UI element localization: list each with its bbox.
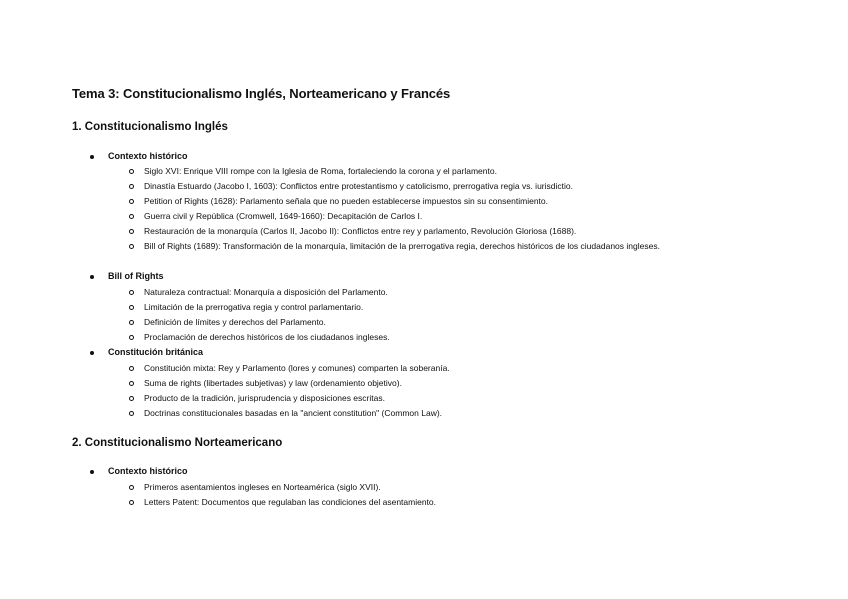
circle-bullet-icon: [129, 396, 134, 401]
list-item: Limitación de la prerrogativa regia y control parlamentario.: [144, 302, 364, 312]
circle-bullet-icon: [129, 229, 134, 234]
circle-bullet-icon: [129, 411, 134, 416]
circle-bullet-icon: [129, 500, 134, 505]
list-item: Letters Patent: Documentos que regulaban las condiciones del asentamiento.: [144, 497, 437, 507]
circle-bullet-icon: [129, 485, 134, 490]
list-item: Proclamación de derechos históricos de los ciudadanos ingleses.: [144, 332, 390, 342]
circle-bullet-icon: [129, 214, 134, 219]
list-item: Primeros asentamientos ingleses en Norteamérica (siglo XVII).: [144, 482, 381, 492]
list-item: Siglo XVI: Enrique VIII rompe con la Iglesia de Roma, fortaleciendo la corona y el parlamento.: [144, 166, 497, 176]
circle-bullet-icon: [129, 335, 134, 340]
circle-bullet-icon: [129, 366, 134, 371]
bullet-icon: [90, 351, 94, 355]
circle-bullet-icon: [129, 305, 134, 310]
circle-bullet-icon: [129, 290, 134, 295]
circle-bullet-icon: [129, 184, 134, 189]
list-item: Bill of Rights (1689): Transformación de la monarquía, limitación de la prerrogativa regia, derechos históricos de los ciudadanos ingleses.: [144, 241, 660, 251]
circle-bullet-icon: [129, 199, 134, 204]
list-item: Guerra civil y República (Cromwell, 1649-1660): Decapitación de Carlos I.: [144, 211, 423, 221]
list-item-label: Contexto histórico: [108, 151, 188, 161]
circle-bullet-icon: [129, 244, 134, 249]
list-item: Dinastía Estuardo (Jacobo I, 1603): Conflictos entre protestantismo y catolicismo, prerrogativa regia vs. iurisdictio.: [144, 181, 573, 191]
list-item: Naturaleza contractual: Monarquía a disposición del Parlamento.: [144, 287, 388, 297]
circle-bullet-icon: [129, 320, 134, 325]
list-item: Constitución mixta: Rey y Parlamento (lores y comunes) comparten la soberanía.: [144, 363, 450, 373]
list-item: Petition of Rights (1628): Parlamento señala que no pueden establecerse impuestos sin su consentimiento.: [144, 196, 548, 206]
list-item: Restauración de la monarquía (Carlos II, Jacobo II): Conflictos entre rey y parlamento, Revolución Gloriosa (1688).: [144, 226, 577, 236]
list-item: Doctrinas constitucionales basadas en la "ancient constitution" (Common Law).: [144, 408, 443, 418]
list-item: Producto de la tradición, jurisprudencia y disposiciones escritas.: [144, 393, 385, 403]
document-title: Tema 3: Constitucionalismo Inglés, Norteamericano y Francés: [72, 86, 451, 101]
bullet-icon: [90, 275, 94, 279]
bullet-icon: [90, 155, 94, 159]
list-item-label: Bill of Rights: [108, 271, 164, 281]
circle-bullet-icon: [129, 169, 134, 174]
circle-bullet-icon: [129, 381, 134, 386]
list-item: Definición de límites y derechos del Parlamento.: [144, 317, 326, 327]
list-item: Suma de rights (libertades subjetivas) y law (ordenamiento objetivo).: [144, 378, 402, 388]
section-heading: 2. Constitucionalismo Norteamericano: [72, 437, 283, 449]
list-item-label: Contexto histórico: [108, 466, 188, 476]
bullet-icon: [90, 470, 94, 474]
section-heading: 1. Constitucionalismo Inglés: [72, 121, 228, 133]
list-item-label: Constitución británica: [108, 347, 204, 357]
